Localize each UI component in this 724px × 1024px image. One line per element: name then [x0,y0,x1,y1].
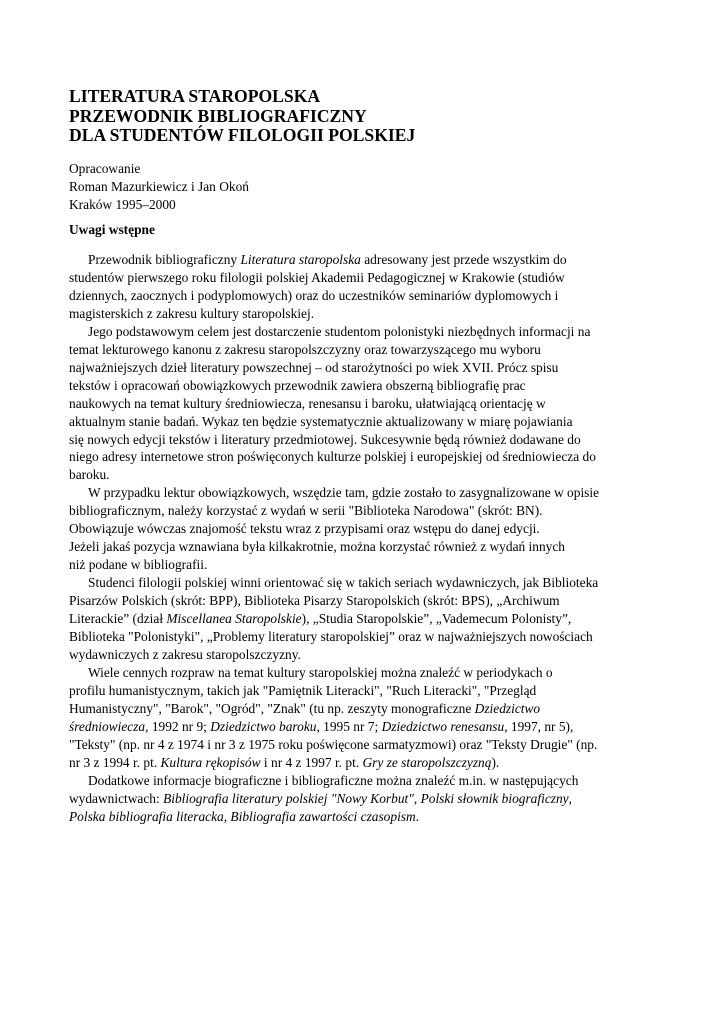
text-line: wydawniczych z zakresu staropolszczyzny. [69,646,301,662]
italic-title: Polska bibliografia literacka [69,808,224,824]
text-line: temat lekturowego kanonu z zakresu staropolszczyzny oraz towarzyszącego mu wyboru [69,341,541,357]
text-line: aktualnym stanie badań. Wykaz ten będzie systematycznie aktualizowany w miarę pojawiania [69,413,573,429]
text-line [69,251,599,269]
text-line: profilu humanistycznym, takich jak "Pamiętnik Literacki", "Ruch Literacki", "Przegląd [69,682,537,698]
text-run: ), „Studia Staropolskie”, „Vademecum Polonisty”, [301,611,572,627]
text-line: studentów pierwszego roku filologii polskiej Akademii Pedagogicznej w Krakowie (studiów [69,269,565,285]
title-line: DLA STUDENTÓW FILOLOGII POLSKIEJ [69,125,416,145]
italic-title: Gry ze staropolszczyzną [362,754,492,770]
italic-title: Dziedzictwo baroku [210,718,317,734]
italic-title: Bibliografia zawartości czasopism [230,808,416,824]
meta-label: Opracowanie [69,161,141,176]
text-line: baroku. [69,467,110,483]
italic-title: Dziedzictwo [474,700,541,716]
text-line [69,808,599,826]
text-line: Pisarzów Polskich (skrót: BPP), Biblioteka Pisarzy Staropolskich (skrót: BPS), „Archiwum [69,593,560,609]
section-heading: Uwagi wstępne [69,222,155,237]
text-line: "Teksty" (np. nr 4 z 1974 i nr 3 z 1975 roku poświęcone sarmatyzmowi) oraz "Teksty Drugie" (np. [69,736,598,752]
text-run: Humanistyczny", "Barok", "Ogród", "Znak" (tu np. zeszyty monograficzne [69,700,475,716]
text-line [69,718,599,736]
text-line: Biblioteka "Polonistyki", „Problemy literatury staropolskiej” oraz w najważniejszych nowościach [69,629,593,645]
text-line [69,754,599,772]
text-line [69,790,599,808]
document-title [69,87,415,146]
text-line: Studenci filologii polskiej winni orientować się w takich seriach wydawniczych, jak Biblioteka [88,575,599,591]
text-run: , [413,790,421,806]
text-run: , 1995 nr 7; [316,718,382,734]
text-line: Wiele cennych rozpraw na temat kultury staropolskiej można znaleźć w periodykach o [88,664,553,680]
text-line [69,700,599,718]
text-line: naukowych na temat kultury średniowiecza, renesansu i baroku, ułatwiającą orientację w [69,395,546,411]
italic-title: Polski słownik biograficzny [420,790,569,806]
text-run: i nr 4 z 1997 r. pt. [260,754,363,770]
meta-authors: Roman Mazurkiewicz i Jan Okoń [69,178,249,194]
text-run: wydawnictwach: [69,790,164,806]
text-line: niego adresy internetowe stron poświęconych kulturze polskiej i europejskiej od średniowiecza do [69,449,596,465]
text-run: adresowany jest przede wszystkim do [360,252,567,267]
italic-title: Bibliografia literatury polskiej "Nowy Korbut" [163,790,414,806]
title-line: LITERATURA STAROPOLSKA [69,86,321,106]
text-line: W przypadku lektur obowiązkowych, wszędzie tam, gdzie zostało to zasygnalizowane w opisie [88,485,600,501]
meta-place-date: Kraków 1995–2000 [69,196,176,212]
text-line: Jego podstawowym celem jest dostarczenie studentom polonistyki niezbędnych informacji na [88,323,591,339]
text-line: najważniejszych dzieł literatury powszechnej – od starożytności po wiek XVII. Prócz spisu [69,359,559,375]
text-line: niż podane w bibliografii. [69,557,208,573]
italic-title: Literatura staropolska [240,252,361,267]
text-line: bibliograficznym, należy korzystać z wydań w serii "Biblioteka Narodowa" (skrót: BN). [69,503,543,519]
text-run: ). [491,754,500,770]
text-run: Literackie” (dział [69,611,167,627]
text-line: Obowiązuje wówczas znajomość tekstu wraz z przypisami oraz wstępu do danej edycji. [69,521,540,537]
italic-title: Dziedzictwo renesansu [381,718,505,734]
italic-title: Kultura rękopisów [160,754,261,770]
text-line: magisterskich z zakresu kultury staropolskiej. [69,305,315,321]
text-run: , 1992 nr 9; [145,718,211,734]
text-line [69,610,599,628]
text-run: , 1997, nr 5), [504,718,574,734]
text-line: tekstów i opracowań obowiązkowych przewodnik zawiera obszerną bibliografię prac [69,377,526,393]
body-text [69,251,599,826]
text-line: Dodatkowe informacje biograficzne i bibliograficzne można znaleźć m.in. w następujących [88,772,579,788]
text-run: , [568,790,572,806]
italic-title: średniowiecza [69,718,146,734]
title-line: PRZEWODNIK BIBLIOGRAFICZNY [69,105,367,126]
text-run: Przewodnik bibliograficzny [88,252,241,267]
document-meta [69,160,249,213]
text-line: dziennych, zaocznych i podyplomowych) oraz do uczestników seminariów dyplomowych i [69,287,559,303]
text-run: nr 3 z 1994 r. pt. [69,754,161,770]
text-run: , [223,808,231,824]
italic-title: Miscellanea Staropolskie [166,611,302,627]
text-line: Jeżeli jakaś pozycja wznawiana była kilkakrotnie, można korzystać również z wydań innych [69,539,566,555]
text-line: się nowych edycji tekstów i literatury przedmiotowej. Sukcesywnie będą również dodawane do [69,431,581,447]
text-run: . [415,808,420,824]
